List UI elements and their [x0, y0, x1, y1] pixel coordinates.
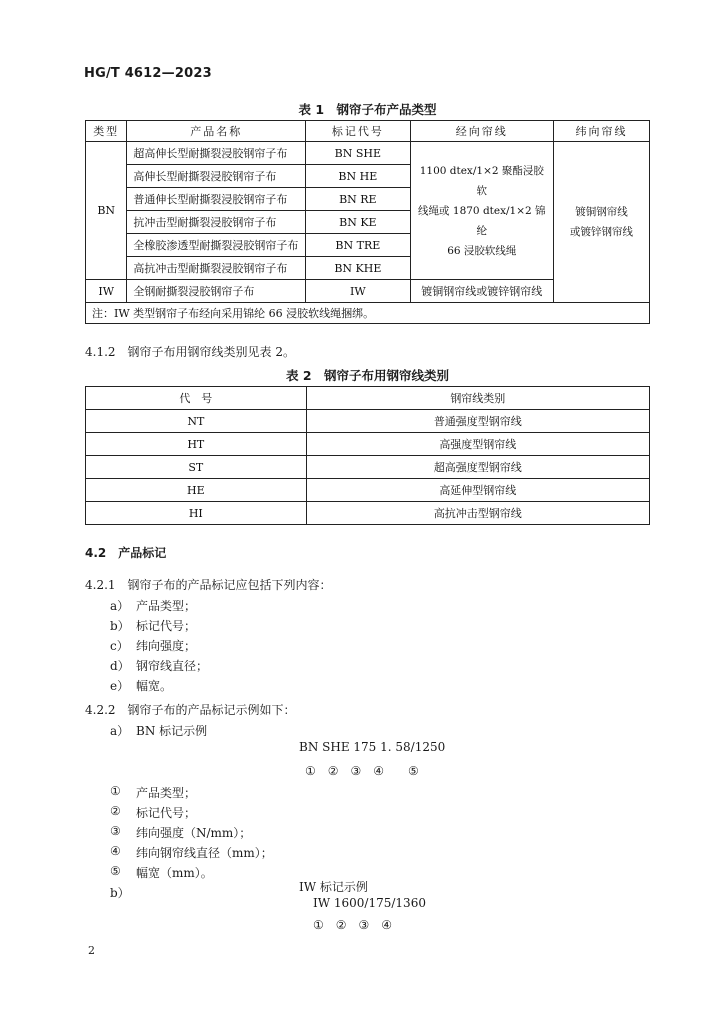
warp-line: 1100 dtex/1×2 聚酯浸胶软	[419, 164, 544, 197]
header-warp: 经向帘线	[410, 121, 554, 142]
cord-code: NT	[86, 410, 307, 433]
para-4-2-1: 4.2.1 钢帘子布的产品标记应包括下列内容：	[85, 578, 332, 592]
list-item-label: a）	[110, 599, 130, 613]
product-code: BN KE	[306, 211, 410, 234]
cord-code: ST	[86, 456, 307, 479]
list-item-label: c）	[110, 639, 129, 653]
product-name: 全橡胶渗透型耐撕裂浸胶钢帘子布	[127, 234, 306, 257]
table-header-row	[86, 387, 650, 410]
table-header-row	[86, 121, 650, 142]
list-item: 钢帘线直径；	[136, 659, 209, 673]
header-code: 代 号	[86, 387, 307, 410]
list-item: 幅宽。	[136, 679, 173, 693]
product-code: BN TRE	[306, 234, 410, 257]
example-b-title: IW 标记示例	[299, 880, 368, 894]
example-b-label: b）	[110, 886, 130, 900]
standard-code: HG/T 4612—2023	[84, 66, 212, 81]
product-name: 抗冲击型耐撕裂浸胶钢帘子布	[127, 211, 306, 234]
iw-warp-cell: 镀铜钢帘线或镀锌钢帘线	[410, 280, 554, 303]
header-category: 钢帘线类别	[306, 387, 649, 410]
warp-line: 66 浸胶软线绳	[447, 244, 517, 257]
example-a-label: a）	[110, 724, 130, 738]
table1	[85, 120, 650, 324]
example-b-circles: ① ② ③ ④	[313, 918, 393, 932]
table-row	[86, 479, 650, 502]
product-code: BN KHE	[306, 257, 410, 280]
weft-line: 或镀锌钢帘线	[570, 226, 634, 238]
table1-caption: 表 1 钢帘子布产品类型	[298, 102, 437, 117]
legend-num: ④	[110, 844, 121, 858]
product-code: BN RE	[306, 188, 410, 211]
cord-code: HI	[86, 502, 307, 525]
product-name: 普通伸长型耐撕裂浸胶钢帘子布	[127, 188, 306, 211]
legend-num: ②	[110, 804, 121, 818]
table-note: 注：IW 类型钢帘子布经向采用锦纶 66 浸胶软线绳捆绑。	[86, 303, 650, 324]
para-4-1-2: 4.1.2 钢帘子布用钢帘线类别见表 2。	[85, 345, 295, 359]
list-item: 标记代号；	[136, 619, 197, 633]
list-item: 产品类型；	[136, 599, 197, 613]
example-a-mark: BN SHE 175 1. 58/1250	[299, 740, 446, 754]
cord-category: 高强度型钢帘线	[306, 433, 649, 456]
list-item-label: e）	[110, 679, 130, 693]
header-product-name: 产品名称	[127, 121, 306, 142]
cord-code: HE	[86, 479, 307, 502]
product-name: 超高伸长型耐撕裂浸胶钢帘子布	[127, 142, 306, 165]
bn-warp-cell	[410, 142, 554, 280]
section-4-2-heading: 4.2 产品标记	[85, 546, 167, 560]
product-code: BN HE	[306, 165, 410, 188]
cord-category: 高延伸型钢帘线	[306, 479, 649, 502]
cord-category: 高抗冲击型钢帘线	[306, 502, 649, 525]
product-name: 高伸长型耐撕裂浸胶钢帘子布	[127, 165, 306, 188]
table-row	[86, 433, 650, 456]
table2-caption: 表 2 钢帘子布用钢帘线类别	[285, 368, 450, 383]
product-name: 全钢耐撕裂浸胶钢帘子布	[127, 280, 306, 303]
legend-num: ⑤	[110, 864, 121, 878]
table-row	[86, 142, 650, 165]
product-code: IW	[306, 280, 410, 303]
list-item-label: b）	[110, 619, 130, 633]
table-row	[86, 410, 650, 433]
warp-line: 线绳或 1870 dtex/1×2 锦纶	[418, 204, 546, 237]
header-weft: 纬向帘线	[554, 121, 650, 142]
legend-text: 纬向强度（N/mm）；	[136, 826, 252, 840]
list-item: 纬向强度；	[136, 639, 197, 653]
header-code: 标记代号	[306, 121, 410, 142]
legend-num: ③	[110, 824, 121, 838]
cord-code: HT	[86, 433, 307, 456]
table-row	[86, 502, 650, 525]
product-name: 高抗冲击型耐撕裂浸胶钢帘子布	[127, 257, 306, 280]
bn-weft-cell	[554, 142, 650, 303]
para-4-2-2: 4.2.2 钢帘子布的产品标记示例如下：	[85, 703, 296, 717]
weft-line: 镀铜钢帘线	[575, 206, 628, 218]
header-type: 类型	[86, 121, 127, 142]
legend-text: 产品类型；	[136, 786, 197, 800]
product-code: BN SHE	[306, 142, 410, 165]
legend-num: ①	[110, 784, 121, 798]
example-b-mark: IW 1600/175/1360	[313, 896, 426, 910]
legend-text: 标记代号；	[136, 806, 197, 820]
table-note-row	[86, 303, 650, 324]
page-number: 2	[88, 944, 95, 957]
cord-category: 普通强度型钢帘线	[306, 410, 649, 433]
legend-text: 纬向钢帘线直径（mm）；	[136, 846, 273, 860]
example-a-circles: ① ② ③ ④ ⑤	[305, 764, 419, 778]
legend-text: 幅宽（mm）。	[136, 866, 213, 880]
list-item-label: d）	[110, 659, 130, 673]
table-row	[86, 456, 650, 479]
type-cell: BN	[86, 142, 127, 280]
type-cell: IW	[86, 280, 127, 303]
example-a-title: BN 标记示例	[136, 724, 208, 738]
cord-category: 超高强度型钢帘线	[306, 456, 649, 479]
table2	[85, 386, 650, 525]
